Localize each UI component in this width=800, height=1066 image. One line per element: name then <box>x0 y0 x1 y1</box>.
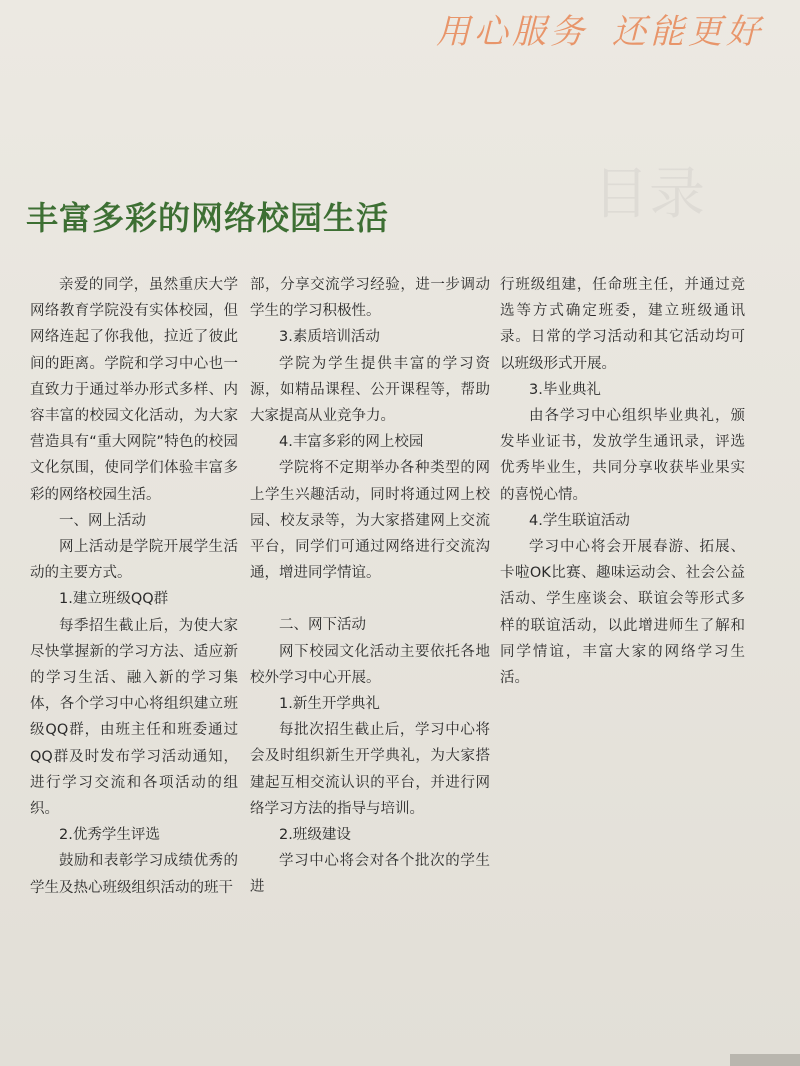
column-1 <box>30 272 238 901</box>
column-2 <box>250 272 490 901</box>
slogan-right: 还能更好 <box>612 12 764 52</box>
section-heading: 3.素质培训活动 <box>279 329 380 346</box>
section-heading: 1.新生开学典礼 <box>279 696 380 713</box>
page-edge <box>730 1054 800 1066</box>
show-through-text: 目录 <box>593 162 705 227</box>
article-title: 丰富多彩的网络校园生活 <box>26 199 390 237</box>
section-heading: 1.建立班级QQ群 <box>59 591 169 608</box>
paragraph: 网下校园文化活动主要依托各地校外学习中心开展。 <box>250 643 490 686</box>
header-slogan <box>436 4 764 53</box>
paragraph: 由各学习中心组织毕业典礼，颁发毕业证书，发放学生通讯录，评选优秀毕业生，共同分享收获毕业果实的喜悦心情。 <box>500 408 745 503</box>
column-3 <box>500 272 745 691</box>
paragraph: 学习中心将会开展春游、拓展、卡啦OK比赛、趣味运动会、社会公益活动、学生座谈会、联谊会等形式多样的联谊活动，以此增进师生了解和同学情谊，丰富大家的网络学习生活。 <box>500 539 745 687</box>
paragraph: 部，分享交流学习经验，进一步调动学生的学习积极性。 <box>250 277 490 320</box>
paragraph: 每批次招生截止后，学习中心将会及时组织新生开学典礼，为大家搭建起互相交流认识的平台，并进行网络学习方法的指导与培训。 <box>250 722 490 817</box>
section-heading: 4.丰富多彩的网上校园 <box>279 434 424 451</box>
paragraph: 鼓励和表彰学习成绩优秀的学生及热心班级组织活动的班干 <box>30 853 238 896</box>
section-heading: 3.毕业典礼 <box>529 381 601 398</box>
paragraph-gap <box>250 586 490 612</box>
paragraph: 亲爱的同学，虽然重庆大学网络教育学院没有实体校园，但网络连起了你我他，拉近了彼此间的距离。学院和学习中心也一直致力于通过举办形式多样、内容丰富的校园文化活动，为大家营造具有“重大网院”特色的校园文化氛围，使同学们体验丰富多彩的网络校园生活。 <box>30 277 238 503</box>
paragraph: 学院将不定期举办各种类型的网上学生兴趣活动，同时将通过网上校园、校友录等，为大家搭建网上交流平台，同学们可通过网络进行交流沟通，增进同学情谊。 <box>250 460 490 582</box>
section-heading: 2.优秀学生评选 <box>59 827 160 844</box>
paragraph: 每季招生截止后，为使大家尽快掌握新的学习方法、适应新的学习生活、融入新的学习集体，各个学习中心将组织建立班级QQ群，由班主任和班委通过QQ群及时发布学习活动通知，进行学习交流和各项活动的组织。 <box>30 617 238 818</box>
paragraph: 学院为学生提供丰富的学习资源，如精品课程、公开课程等，帮助大家提高从业竞争力。 <box>250 355 490 425</box>
paragraph: 行班级组建，任命班主任，并通过竞选等方式确定班委，建立班级通讯录。日常的学习活动和其它活动均可以班级形式开展。 <box>500 277 745 372</box>
slogan-left: 用心服务 <box>436 12 588 52</box>
paragraph: 网上活动是学院开展学生活动的主要方式。 <box>30 539 238 582</box>
section-heading: 二、网下活动 <box>279 617 366 634</box>
section-heading: 4.学生联谊活动 <box>529 512 630 529</box>
paragraph: 学习中心将会对各个批次的学生进 <box>250 853 490 896</box>
section-heading: 2.班级建设 <box>279 827 351 844</box>
section-heading: 一、网上活动 <box>59 512 146 529</box>
